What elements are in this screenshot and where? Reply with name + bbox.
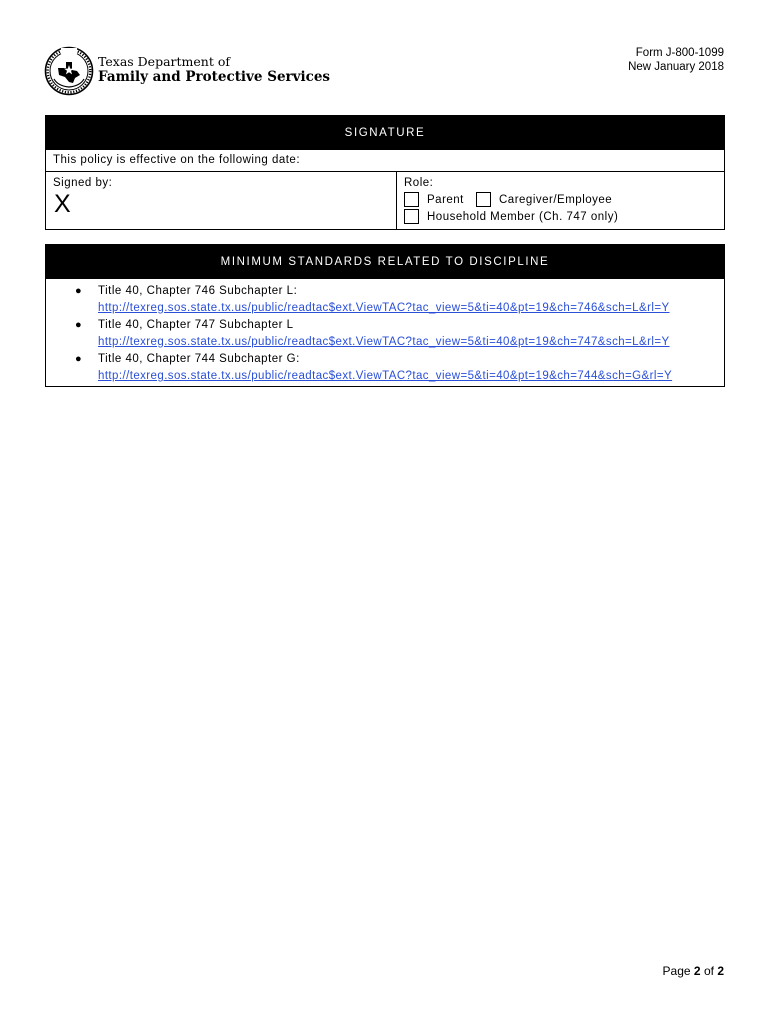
standard-link[interactable]: http://texreg.sos.state.tx.us/public/readtac$ext.ViewTAC?tac_view=5&ti=40&pt=19&ch=746&sch=L&rl=Y [98,301,670,314]
household-label: Household Member (Ch. 747 only) [427,210,619,223]
minimum-standards-title: MINIMUM STANDARDS RELATED TO DISCIPLINE [46,245,724,279]
form-number: Form J-800-1099 [635,47,724,59]
bullet-icon: ● [75,319,83,332]
form-date: New January 2018 [628,61,724,73]
role-option-household[interactable] [404,209,618,224]
role-label: Role: [404,177,434,189]
standard-title: Title 40, Chapter 747 Subchapter L [98,319,294,332]
signature-section-title: SIGNATURE [46,116,724,150]
list-item [46,317,724,350]
agency-logo [44,46,331,100]
agency-name [98,55,330,86]
signed-by-field[interactable] [46,172,397,229]
caregiver-checkbox[interactable] [476,192,491,207]
page-total: 2 [717,964,724,978]
household-checkbox[interactable] [404,209,419,224]
agency-name-line2: Family and Protective Services [98,69,331,85]
standard-link[interactable]: http://texreg.sos.state.tx.us/public/readtac$ext.ViewTAC?tac_view=5&ti=40&pt=19&ch=747&sch=L&rl=Y [98,335,670,348]
parent-checkbox[interactable] [404,192,419,207]
form-info [628,46,724,74]
signature-x-mark: X [54,190,71,218]
caregiver-label: Caregiver/Employee [499,193,613,206]
standard-title: Title 40, Chapter 746 Subchapter L: [98,285,298,297]
page-word: Page [662,964,691,978]
signed-by-label: Signed by: [53,177,113,189]
parent-label: Parent [427,193,464,206]
effective-date-field[interactable] [46,150,724,172]
list-item [46,351,724,384]
bullet-icon: ● [75,353,83,366]
standards-list [46,283,724,386]
minimum-standards-section [45,244,725,387]
page-number [663,964,724,978]
signature-section [45,115,725,230]
standard-link[interactable]: http://texreg.sos.state.tx.us/public/readtac$ext.ViewTAC?tac_view=5&ti=40&pt=19&ch=744&sch=G&rl=Y [98,369,673,382]
list-item [46,283,724,316]
agency-name-line1: Texas Department of [98,54,230,69]
of-word: of [703,964,714,978]
effective-date-label: This policy is effective on the following date: [53,154,301,166]
role-option-caregiver[interactable] [476,192,612,207]
signature-row [46,172,724,229]
role-field [404,172,724,229]
role-option-parent[interactable] [404,192,464,207]
page-current: 2 [693,964,701,978]
standard-title: Title 40, Chapter 744 Subchapter G: [98,353,300,366]
dfps-seal-icon [44,46,94,96]
bullet-icon: ● [75,285,83,297]
